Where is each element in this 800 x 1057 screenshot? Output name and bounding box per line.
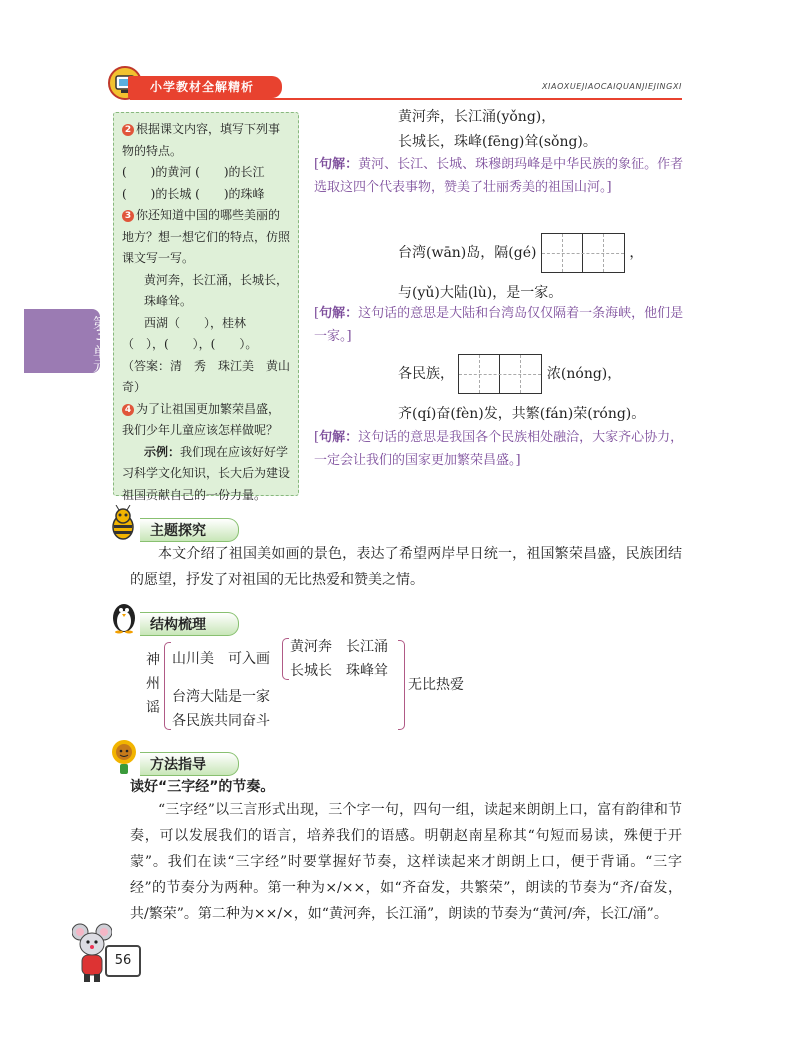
unit-side-tab (24, 309, 107, 375)
structure-brace (282, 638, 289, 680)
text-line: 长城长，珠峰(fēng)耸(sǒng)。 (398, 134, 597, 150)
sunflower-mascot-icon (108, 738, 140, 776)
question-2-blank: ( )的黄河 ( )的长江 (122, 165, 265, 179)
writing-grid (541, 233, 625, 273)
book-title: 小学教材全解精析 (150, 80, 255, 94)
structure-leaf: 长城长 珠峰耸 (290, 663, 388, 679)
structure-root: 神 州 谣 (146, 652, 160, 716)
question-4: 4 为了让祖国更加繁荣昌盛，我们少年儿童应该怎样做呢？ (122, 401, 281, 437)
penguin-mascot-icon (108, 598, 140, 634)
section-heading-structure: 结构梳理 (140, 612, 240, 634)
book-pinyin: XIAOXUEJIAOCAIQUANJIEJINGXI (541, 82, 682, 91)
question-3-blank: （ ），( ），( ）。 (122, 337, 258, 351)
question-4-answer: 示例：我们现在应该好好学习科学文化知识，长大后为建设祖国贡献自己的一份力量。 (122, 444, 291, 502)
text-line: 各民族， 浓(nóng)， (398, 354, 621, 394)
method-body: “三字经”以三言形式出现，三个字一句，四句一组，读起来朗朗上口，富有韵律和节奏，可以发展我们的语言，培养我们的语感。明朝赵南星称其“句短而易读，殊便于开蒙”。我们在读“三字经”时要掌握好节奏，这样读起来才朗朗上口，便于背诵。“三字经”的节奏分为两种。第一种为×/××，如“齐奋发，共繁荣”，朗读的节奏为“齐/奋发，共/繁荣”。第二种为××/×，如“黄河奔，长江涌”，朗读的节奏为“黄河/奔，长江/涌”。 (130, 802, 682, 922)
structure-branch: 各民族共同奋斗 (172, 713, 270, 729)
question-2-blank: ( )的长城 ( )的珠峰 (122, 186, 265, 201)
theme-body: 本文介绍了祖国美如画的景色，表达了希望两岸早日统一，祖国繁荣昌盛，民族团结的愿望，抒发了对祖国的无比热爱和赞美之情。 (130, 546, 682, 588)
unit-tab-char: 3 (95, 328, 105, 344)
question-3-answer: （答案：清 秀 珠江美 黄山奇） (122, 358, 291, 394)
writing-grid (458, 354, 542, 394)
text-line: 齐(qí)奋(fèn)发，共繁(fán)荣(róng)。 (398, 406, 646, 422)
structure-conclusion: 无比热爱 (408, 677, 464, 693)
unit-tab-char: 第 (93, 316, 107, 332)
question-3-example: 黄河奔，长江涌，长城长，珠峰耸。 (144, 272, 289, 308)
section-heading-method: 方法指导 (140, 752, 240, 774)
question-2: 2 根据课文内容，填写下列事物的特点。 (122, 122, 281, 158)
bee-mascot-icon (106, 505, 140, 541)
unit-tab-char: 单 (93, 345, 107, 361)
text-line: 黄河奔，长江涌(yǒng)， (398, 109, 556, 125)
structure-brace (398, 640, 405, 730)
sentence-explanation: [句解：这句话的意思是大陆和台湾岛仅仅隔着一条海峡，他们是一家。] (314, 306, 684, 344)
section-heading-theme: 主题探究 (140, 518, 240, 540)
method-subtitle: 读好“三字经”的节奏。 (130, 779, 275, 795)
structure-brace (164, 642, 171, 730)
text-line: 台湾(wān)岛，隔(gé) ， (398, 233, 643, 273)
structure-leaf: 黄河奔 长江涌 (290, 639, 388, 655)
sentence-explanation: [句解：这句话的意思是我国各个民族相处融洽，大家齐心协力，一定会让我们的国家更加繁荣昌盛。] (314, 430, 684, 468)
structure-diagram (140, 636, 500, 736)
exercise-box (113, 112, 299, 502)
structure-branch: 台湾大陆是一家 (172, 689, 270, 705)
unit-tab-char: 元 (93, 359, 107, 375)
structure-branch: 山川美 可入画 (172, 651, 270, 667)
page-number: 56 (105, 945, 141, 977)
header-rule (130, 98, 682, 100)
question-3-blank: 西湖（ ），桂林 (144, 315, 247, 330)
text-line: 与(yǔ)大陆(lù)，是一家。 (398, 285, 563, 301)
sentence-explanation: [句解：黄河、长江、长城、珠穆朗玛峰是中华民族的象征。作者选取这四个代表事物，赞美了壮丽秀美的祖国山河。] (314, 157, 684, 195)
question-3: 3 你还知道中国的哪些美丽的地方？想一想它们的特点，仿照课文写一写。 (122, 208, 291, 265)
